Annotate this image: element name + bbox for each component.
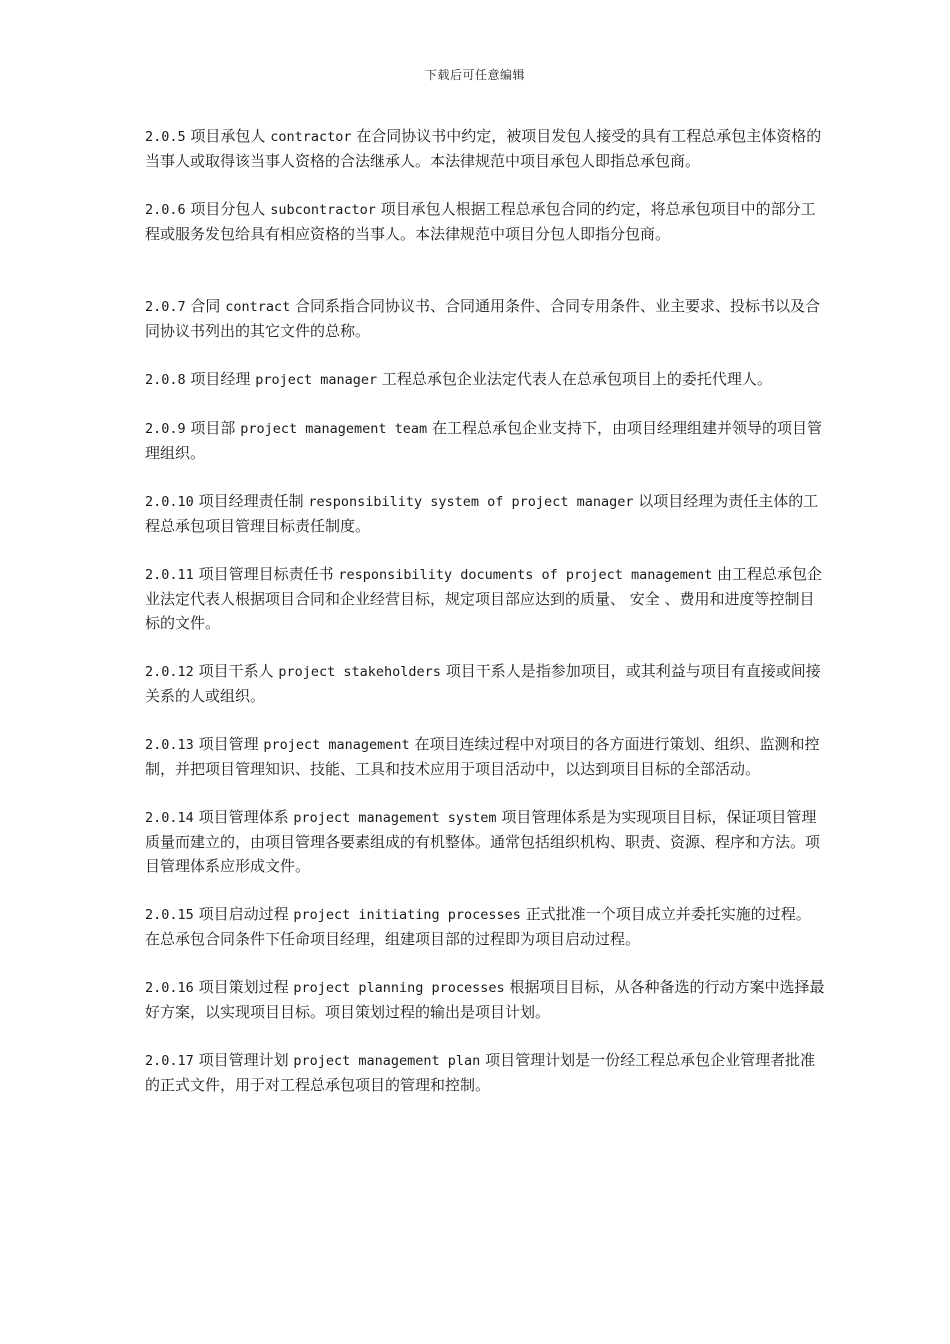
term-2-0-6 bbox=[145, 197, 825, 246]
term-2-0-5 bbox=[145, 124, 825, 173]
term-number: 2.0.15 bbox=[145, 907, 194, 923]
term-2-0-10 bbox=[145, 489, 825, 538]
term-cn: 项目分包人 bbox=[190, 200, 266, 218]
term-number: 2.0.12 bbox=[145, 664, 194, 680]
term-cn: 项目部 bbox=[190, 419, 236, 437]
term-2-0-17 bbox=[145, 1048, 825, 1097]
term-en: project management plan bbox=[293, 1053, 481, 1069]
term-en: contractor bbox=[270, 129, 352, 145]
term-cn: 项目经理责任制 bbox=[198, 492, 304, 510]
term-en: project initiating processes bbox=[293, 907, 521, 923]
document-body bbox=[145, 124, 825, 1121]
term-number: 2.0.16 bbox=[145, 980, 194, 996]
term-number: 2.0.5 bbox=[145, 129, 186, 145]
term-number: 2.0.14 bbox=[145, 810, 194, 826]
term-definition: 正式批准一个项目成立并委托实施的过程。在总承包合同条件下任命项目经理，组建项目部的过程即为项目启动过程。 bbox=[145, 905, 811, 948]
term-2-0-16 bbox=[145, 975, 825, 1024]
term-cn: 项目经理 bbox=[190, 370, 251, 388]
term-en: project management team bbox=[240, 421, 428, 437]
term-cn: 项目干系人 bbox=[198, 662, 274, 680]
term-en: project planning processes bbox=[293, 980, 505, 996]
term-definition: 工程总承包企业法定代表人在总承包项目上的委托代理人。 bbox=[381, 370, 772, 388]
term-definition: 项目管理计划是一份经工程总承包企业管理者批准的正式文件，用于对工程总承包项目的管理和控制。 bbox=[145, 1051, 816, 1094]
term-number: 2.0.9 bbox=[145, 421, 186, 437]
term-definition: 项目管理体系是为实现项目目标，保证项目管理质量而建立的，由项目管理各要素组成的有机整体。通常包括组织机构、职责、资源、程序和方法。项目管理体系应形成文件。 bbox=[145, 808, 821, 875]
term-definition: 在工程总承包企业支持下，由项目经理组建并领导的项目管理组织。 bbox=[145, 419, 822, 462]
term-cn: 项目管理目标责任书 bbox=[198, 565, 334, 583]
term-2-0-8 bbox=[145, 367, 825, 392]
term-number: 2.0.17 bbox=[145, 1053, 194, 1069]
term-2-0-13 bbox=[145, 732, 825, 781]
term-number: 2.0.7 bbox=[145, 299, 186, 315]
page-header: 下载后可任意编辑 bbox=[424, 68, 525, 82]
term-definition: 项目干系人是指参加项目，或其利益与项目有直接或间接关系的人或组织。 bbox=[145, 662, 821, 705]
term-en: subcontractor bbox=[270, 202, 376, 218]
term-en: project stakeholders bbox=[278, 664, 441, 680]
term-2-0-9 bbox=[145, 416, 825, 465]
term-cn: 项目管理体系 bbox=[198, 808, 289, 826]
term-en: contract bbox=[225, 299, 291, 315]
term-cn: 项目管理计划 bbox=[198, 1051, 289, 1069]
term-2-0-15 bbox=[145, 902, 825, 951]
term-definition: 以项目经理为责任主体的工程总承包项目管理目标责任制度。 bbox=[145, 492, 819, 535]
term-en: project management system bbox=[293, 810, 497, 826]
term-number: 2.0.11 bbox=[145, 567, 194, 583]
term-cn: 项目启动过程 bbox=[198, 905, 289, 923]
term-en: responsibility system of project manager bbox=[308, 494, 634, 510]
term-cn: 合同 bbox=[190, 297, 221, 315]
term-definition: 由工程总承包企业法定代表人根据项目合同和企业经营目标，规定项目部应达到的质量、 安全 、费用和进度等控制目标的文件。 bbox=[145, 565, 823, 632]
term-definition: 根据项目目标，从各种备选的行动方案中选择最好方案，以实现项目目标。项目策划过程的输出是项目计划。 bbox=[145, 978, 825, 1021]
term-2-0-14 bbox=[145, 805, 825, 878]
term-cn: 项目承包人 bbox=[190, 127, 266, 145]
term-number: 2.0.13 bbox=[145, 737, 194, 753]
term-en: responsibility documents of project management bbox=[338, 567, 713, 583]
term-2-0-11 bbox=[145, 562, 825, 635]
term-cn: 项目管理 bbox=[198, 735, 259, 753]
term-2-0-12 bbox=[145, 659, 825, 708]
term-number: 2.0.8 bbox=[145, 372, 186, 388]
term-number: 2.0.6 bbox=[145, 202, 186, 218]
term-en: project management bbox=[263, 737, 410, 753]
term-definition: 在项目连续过程中对项目的各方面进行策划、组织、监测和控制，并把项目管理知识、技能、工具和技术应用于项目活动中，以达到项目目标的全部活动。 bbox=[145, 735, 820, 778]
term-2-0-7 bbox=[145, 294, 825, 343]
term-definition: 在合同协议书中约定，被项目发包人接受的具有工程总承包主体资格的当事人或取得该当事人资格的合法继承人。本法律规范中项目承包人即指总承包商。 bbox=[145, 127, 822, 170]
term-en: project manager bbox=[255, 372, 378, 388]
term-definition: 合同系指合同协议书、合同通用条件、合同专用条件、业主要求、投标书以及合同协议书列出的其它文件的总称。 bbox=[145, 297, 821, 340]
term-definition: 项目承包人根据工程总承包合同的约定，将总承包项目中的部分工程或服务发包给具有相应资格的当事人。本法律规范中项目分包人即指分包商。 bbox=[145, 200, 816, 243]
term-number: 2.0.10 bbox=[145, 494, 194, 510]
term-cn: 项目策划过程 bbox=[198, 978, 289, 996]
